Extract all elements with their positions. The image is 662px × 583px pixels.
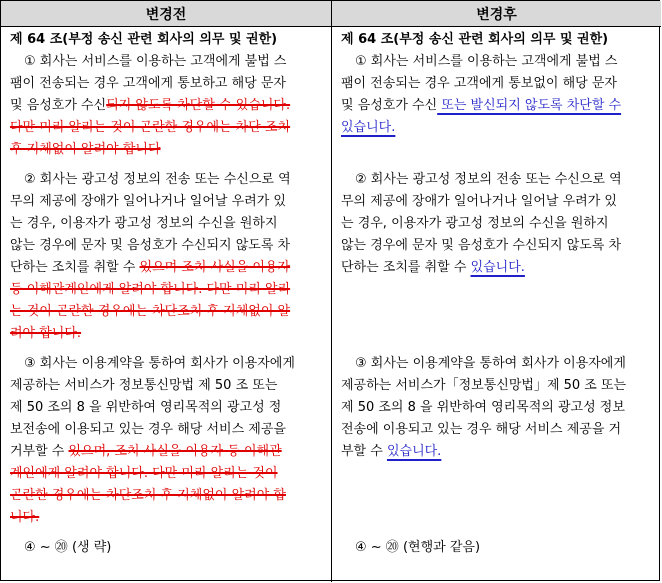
clause-text bbox=[341, 257, 525, 279]
inserted-text: 있습니다. bbox=[341, 120, 396, 135]
deleted-text: 있으며 조치 사실을 이용자 bbox=[139, 260, 291, 275]
clause-text bbox=[341, 441, 441, 463]
clause-text: 않는 경우에 문자 및 음성호가 수신되지 않도록 차 bbox=[341, 238, 622, 253]
clause-text-segment: 부할 수 bbox=[341, 444, 387, 459]
clause-text: 무의 제공에 장애가 일어나거나 일어날 우려가 있 bbox=[341, 194, 617, 209]
clause-text bbox=[10, 95, 290, 117]
clause-text: 팸이 전송되는 경우 고객에게 통보하고 해당 문자 bbox=[10, 76, 286, 91]
clause-text-segment: 및 음성호가 수신 bbox=[341, 98, 438, 113]
clause-text: 제공하는 서비스가「정보통신망법」제 50 조 또는 bbox=[341, 378, 627, 393]
clause-text bbox=[341, 95, 621, 117]
deleted-text: 니다. bbox=[10, 510, 40, 525]
clause-text: 제공하는 서비스가 정보통신망법 제 50 조 또는 bbox=[10, 378, 278, 393]
clause-text-segment: 거부할 수 bbox=[10, 444, 69, 459]
column-divider bbox=[331, 1, 332, 582]
column-header-before: 변경전 bbox=[1, 1, 332, 27]
clause-text: ③ 회사는 이용계약을 통하여 회사가 이용자에게 bbox=[355, 356, 626, 371]
clause-text: ② 회사는 광고성 정보의 전송 또는 수신으로 역 bbox=[355, 172, 622, 187]
clause-text: 않는 경우에 문자 및 음성호가 수신되지 않도록 차 bbox=[10, 238, 291, 253]
article-title: 제 64 조(부정 송신 관련 회사의 의무 및 권한) bbox=[10, 32, 278, 47]
deleted-text: 곤란한 경우에는 차단조치 후 지체없이 알려야 합 bbox=[10, 488, 286, 503]
deleted-text: 등 이해관계인에게 알려야 합니다. 다만 미리 알리 bbox=[10, 282, 291, 297]
clause-text-segment: 단하는 조치를 취할 수 bbox=[10, 260, 140, 275]
deleted-text: 는 것이 곤란한 경우에는 차단조치 후 지체없이 알 bbox=[10, 304, 291, 319]
clause-text: 무의 제공에 장애가 일어나거나 일어날 우려가 있 bbox=[10, 194, 286, 209]
clause-text bbox=[10, 441, 282, 463]
clause-text-segment: 및 음성호가 수신 bbox=[10, 98, 107, 113]
deleted-text: 계인에게 알려야 합니다. 다만 미리 알리는 것이 bbox=[10, 466, 278, 481]
article-title: 제 64 조(부정 송신 관련 회사의 의무 및 권한) bbox=[341, 32, 609, 47]
clause-text: ③ 회사는 이용계약을 통하여 회사가 이용자에게 bbox=[24, 356, 295, 371]
clause-text: 는 경우, 이용자가 광고성 정보의 수신을 원하지 bbox=[10, 216, 278, 231]
clause-text-segment: 단하는 조치를 취할 수 bbox=[341, 260, 471, 275]
deleted-text: 되지 않도록 차단할 수 있습니다. bbox=[106, 98, 291, 113]
clause-text bbox=[10, 257, 290, 279]
deleted-text: 후 지체없이 알려야 합니다 bbox=[10, 142, 161, 157]
clause-text: ① 회사는 서비스를 이용하는 고객에게 불법 스 bbox=[24, 54, 287, 69]
clause-text: ④ ~ ⑳ (생 략) bbox=[24, 540, 112, 555]
deleted-text: 있으며, 조치 사실을 이용자 등 이해관 bbox=[68, 444, 282, 459]
inserted-text: 있습니다. bbox=[470, 260, 525, 275]
clause-text: 제 50 조의 8 을 위반하여 영리목적의 광고성 정보 bbox=[341, 400, 625, 415]
clause-text: ① 회사는 서비스를 이용하는 고객에게 불법 스 bbox=[355, 54, 618, 69]
clause-text: ② 회사는 광고성 정보의 전송 또는 수신으로 역 bbox=[24, 172, 291, 187]
deleted-text: 려야 합니다. bbox=[10, 326, 82, 341]
deleted-text: 다만 미리 알리는 것이 곤란한 경우에는 차단 조치 bbox=[10, 120, 291, 135]
inserted-text: 있습니다. bbox=[386, 444, 442, 459]
column-header-after: 변경후 bbox=[332, 1, 661, 27]
clause-text: 제 50 조의 8 을 위반하여 영리목적의 광고성 정 bbox=[10, 400, 282, 415]
inserted-text: 또는 발신되지 않도록 차단할 수 bbox=[437, 98, 622, 113]
clause-text: 보전송에 이용되고 있는 경우 해당 서비스 제공을 bbox=[10, 422, 286, 437]
clause-text: 팸이 전송되는 경우 고객에게 통보없이 해당 문자 bbox=[341, 76, 617, 91]
clause-text: 는 경우, 이용자가 광고성 정보의 수신을 원하지 bbox=[341, 216, 609, 231]
clause-text: ④ ~ ⑳ (현행과 같음) bbox=[355, 540, 481, 555]
clause-text: 전송에 이용되고 있는 경우 해당 서비스 제공을 거 bbox=[341, 422, 622, 437]
